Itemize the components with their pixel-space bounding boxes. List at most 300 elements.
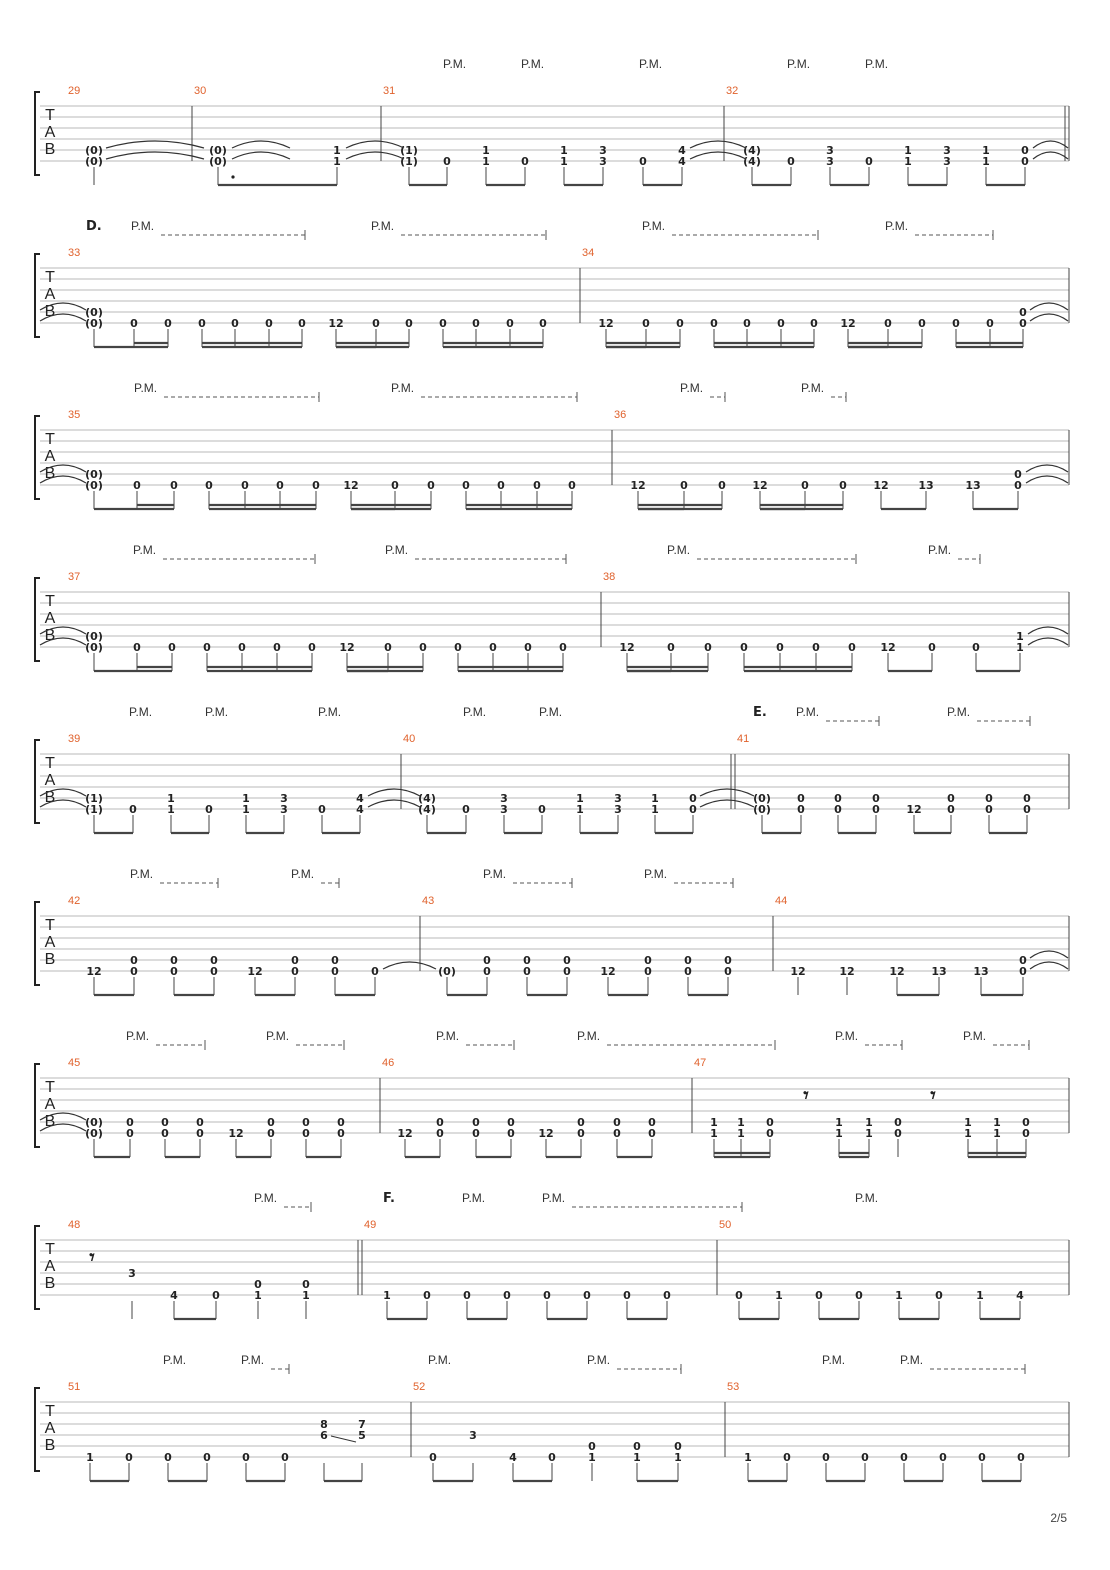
fret-number: (1): [400, 155, 418, 168]
tie-arc: [700, 800, 754, 807]
fret-number: (0): [85, 641, 103, 654]
fret-number: 0: [1017, 1451, 1025, 1464]
fret-number: 0: [684, 954, 692, 967]
fret-number: 4: [1016, 1289, 1024, 1302]
measure-number: 43: [422, 895, 435, 907]
fret-number: 0: [822, 1451, 830, 1464]
fret-number: 3: [128, 1267, 136, 1280]
fret-number: 0: [391, 479, 399, 492]
fret-number: 0: [472, 1127, 480, 1140]
fret-number: 0: [423, 1289, 431, 1302]
staves-layer: [35, 57, 1069, 1481]
fret-number: 0: [642, 317, 650, 330]
section-marker: E.: [753, 705, 767, 720]
fret-number: 12: [339, 641, 355, 654]
fret-number: 1: [737, 1127, 745, 1140]
fret-number: 0: [507, 1127, 515, 1140]
palm-mute-label: P.M.: [680, 381, 704, 395]
tie-arc: [346, 141, 404, 148]
fret-number: 0: [1023, 792, 1031, 805]
fret-number: 12: [538, 1127, 554, 1140]
fret-number: 0: [463, 1289, 471, 1302]
fret-number: 0: [212, 1289, 220, 1302]
fret-number: 0: [928, 641, 936, 654]
fret-number: 0: [568, 479, 576, 492]
fret-number: 0: [986, 317, 994, 330]
fret-number: 8: [320, 1418, 328, 1431]
eighth-rest: 𝄾: [803, 1083, 809, 1107]
tab-system: [35, 1191, 1069, 1319]
fret-number: 1: [964, 1116, 972, 1129]
measure-number: 40: [403, 733, 416, 745]
fret-number: 0: [133, 479, 141, 492]
fret-number: 4: [509, 1451, 517, 1464]
fret-number: 0: [894, 1116, 902, 1129]
fret-number: 0: [861, 1451, 869, 1464]
palm-mute-label: P.M.: [254, 1191, 278, 1205]
fret-number: 0: [543, 1289, 551, 1302]
fret-number: 0: [724, 954, 732, 967]
fret-number: 4: [356, 803, 364, 816]
fret-number: (0): [85, 630, 103, 643]
fret-number: 0: [766, 1127, 774, 1140]
tie-arc: [368, 789, 420, 796]
fret-number: 0: [291, 954, 299, 967]
measure-number: 29: [68, 85, 81, 97]
tab-clef-letter: A: [44, 1258, 56, 1275]
fret-number: 0: [563, 954, 571, 967]
fret-number: 4: [170, 1289, 178, 1302]
system-bracket: [35, 1226, 40, 1309]
fret-number: 0: [559, 641, 567, 654]
tie-arc: [232, 141, 290, 148]
fret-number: 0: [776, 641, 784, 654]
palm-mute-label: P.M.: [801, 381, 825, 395]
fret-number: 0: [1014, 468, 1022, 481]
fret-number: 0: [985, 792, 993, 805]
fret-number: 12: [880, 641, 896, 654]
tab-clef-letter: B: [44, 1113, 56, 1130]
fret-number: 13: [918, 479, 934, 492]
tab-clef-letter: A: [44, 448, 56, 465]
fret-number: 1: [775, 1289, 783, 1302]
fret-number: 0: [1019, 965, 1027, 978]
measure-number: 44: [775, 895, 788, 907]
system-bracket: [35, 416, 40, 499]
fret-number: 0: [797, 792, 805, 805]
fret-number: 3: [469, 1429, 477, 1442]
tie-arc: [1028, 627, 1068, 634]
fret-number: 0: [281, 1451, 289, 1464]
fret-number: 0: [302, 1278, 310, 1291]
tab-clef-letter: B: [44, 1437, 56, 1454]
fret-number: 0: [839, 479, 847, 492]
fret-number: 0: [644, 965, 652, 978]
system-bracket: [35, 1064, 40, 1147]
fret-number: 0: [947, 803, 955, 816]
tab-clef-letter: T: [45, 1403, 55, 1420]
fret-number: 0: [170, 479, 178, 492]
fret-number: 0: [724, 965, 732, 978]
measure-number: 30: [194, 85, 207, 97]
measure-number: 50: [719, 1219, 732, 1231]
fret-number: 0: [164, 317, 172, 330]
fret-number: 0: [507, 1116, 515, 1129]
fret-number: 0: [161, 1116, 169, 1129]
fret-number: 0: [472, 1116, 480, 1129]
fret-number: 0: [689, 792, 697, 805]
fret-number: 0: [254, 1278, 262, 1291]
tie-arc: [1030, 314, 1068, 321]
fret-number: 0: [170, 965, 178, 978]
palm-mute-label: P.M.: [266, 1029, 290, 1043]
fret-number: 12: [598, 317, 614, 330]
tab-clef-letter: A: [44, 610, 56, 627]
tie-arc: [383, 962, 436, 969]
fret-number: 1: [710, 1116, 718, 1129]
fret-number: 0: [947, 792, 955, 805]
fret-number: 0: [196, 1127, 204, 1140]
fret-number: 0: [884, 317, 892, 330]
section-marker: F.: [383, 1191, 395, 1206]
fret-number: (1): [400, 144, 418, 157]
fret-number: 1: [482, 155, 490, 168]
tab-clef-letter: T: [45, 1079, 55, 1096]
tie-arc: [690, 152, 746, 159]
fret-number: 0: [205, 479, 213, 492]
fret-number: 1: [576, 792, 584, 805]
palm-mute-label: P.M.: [130, 867, 154, 881]
fret-number: 6: [320, 1429, 328, 1442]
tab-clef-letter: T: [45, 755, 55, 772]
tab-clef-letter: A: [44, 934, 56, 951]
fret-number: 12: [600, 965, 616, 978]
fret-number: (4): [418, 792, 436, 805]
fret-number: 0: [548, 1451, 556, 1464]
tie-arc: [1030, 303, 1068, 310]
fret-number: 1: [651, 792, 659, 805]
fret-number: 0: [210, 965, 218, 978]
fret-number: 1: [560, 155, 568, 168]
tab-system: [35, 1353, 1069, 1481]
measure-number: 41: [737, 733, 750, 745]
fret-number: 0: [834, 803, 842, 816]
tab-clef-letter: T: [45, 431, 55, 448]
measure-number: 33: [68, 247, 81, 259]
fret-number: 0: [497, 479, 505, 492]
fret-number: 0: [405, 317, 413, 330]
fret-number: 0: [1019, 306, 1027, 319]
fret-number: 0: [483, 954, 491, 967]
fret-number: 0: [848, 641, 856, 654]
palm-mute-label: P.M.: [822, 1353, 846, 1367]
fret-number: 1: [588, 1451, 596, 1464]
tie-arc: [690, 141, 746, 148]
tie-arc: [700, 789, 754, 796]
tab-system: [35, 543, 1069, 671]
fret-number: 0: [894, 1127, 902, 1140]
fret-number: (0): [85, 1116, 103, 1129]
fret-number: 0: [506, 317, 514, 330]
fret-number: 12: [619, 641, 635, 654]
fret-number: 0: [644, 954, 652, 967]
tab-clef-letter: A: [44, 1420, 56, 1437]
fret-number: 0: [489, 641, 497, 654]
fret-number: (0): [85, 317, 103, 330]
palm-mute-label: P.M.: [521, 57, 545, 71]
tie-arc: [1033, 152, 1068, 159]
system-bracket: [35, 92, 40, 175]
fret-number: 0: [1021, 155, 1029, 168]
tie-arc: [368, 800, 420, 807]
tab-clef-letter: B: [44, 951, 56, 968]
measure-number: 49: [364, 1219, 377, 1231]
measure-number: 37: [68, 571, 81, 583]
fret-number: 0: [783, 1451, 791, 1464]
fret-number: 0: [429, 1451, 437, 1464]
fret-number: 0: [935, 1289, 943, 1302]
fret-number: (4): [743, 155, 761, 168]
fret-number: 0: [648, 1116, 656, 1129]
fret-number: 1: [895, 1289, 903, 1302]
fret-number: (0): [209, 155, 227, 168]
fret-number: 1: [242, 803, 250, 816]
fret-number: 0: [436, 1127, 444, 1140]
fret-number: 0: [462, 803, 470, 816]
palm-mute-label: P.M.: [443, 57, 467, 71]
measure-number: 31: [383, 85, 396, 97]
system-bracket: [35, 254, 40, 337]
fret-number: 1: [302, 1289, 310, 1302]
tie-arc: [1030, 962, 1068, 969]
fret-number: 12: [873, 479, 889, 492]
fret-number: 0: [196, 1116, 204, 1129]
fret-number: 0: [168, 641, 176, 654]
fret-number: 12: [228, 1127, 244, 1140]
palm-mute-label: P.M.: [587, 1353, 611, 1367]
palm-mute-label: P.M.: [126, 1029, 150, 1043]
fret-number: (0): [85, 144, 103, 157]
fret-number: 0: [952, 317, 960, 330]
system-bracket: [35, 902, 40, 985]
measure-number: 52: [413, 1381, 426, 1393]
palm-mute-label: P.M.: [391, 381, 415, 395]
fret-number: 0: [126, 1116, 134, 1129]
fret-number: 0: [472, 317, 480, 330]
tie-arc: [346, 152, 404, 159]
fret-number: 0: [787, 155, 795, 168]
fret-number: 0: [1019, 317, 1027, 330]
fret-number: 0: [291, 965, 299, 978]
fret-number: 4: [678, 155, 686, 168]
fret-number: 0: [241, 479, 249, 492]
fret-number: 0: [462, 479, 470, 492]
palm-mute-label: P.M.: [928, 543, 952, 557]
measure-number: 51: [68, 1381, 81, 1393]
fret-number: 1: [904, 155, 912, 168]
palm-mute-label: P.M.: [900, 1353, 924, 1367]
fret-number: (0): [209, 144, 227, 157]
fret-number: 0: [439, 317, 447, 330]
tab-clef-letter: B: [44, 465, 56, 482]
fret-number: 0: [623, 1289, 631, 1302]
fret-number: 0: [308, 641, 316, 654]
fret-number: 0: [639, 155, 647, 168]
tab-system: [35, 219, 1069, 347]
fret-number: 0: [663, 1289, 671, 1302]
fret-number: 0: [1023, 803, 1031, 816]
palm-mute-label: P.M.: [131, 219, 155, 233]
fret-number: 13: [931, 965, 947, 978]
fret-number: 0: [577, 1127, 585, 1140]
fret-number: 1: [242, 792, 250, 805]
section-marker: D.: [86, 219, 102, 234]
fret-number: (1): [85, 792, 103, 805]
fret-number: 13: [965, 479, 981, 492]
fret-number: 1: [633, 1451, 641, 1464]
fret-number: 1: [737, 1116, 745, 1129]
page-number: 2/5: [1050, 1511, 1067, 1525]
fret-number: 3: [614, 792, 622, 805]
fret-number: 4: [678, 144, 686, 157]
system-bracket: [35, 578, 40, 661]
palm-mute-label: P.M.: [241, 1353, 265, 1367]
fret-number: 1: [976, 1289, 984, 1302]
fret-number: 0: [1014, 479, 1022, 492]
fret-number: 12: [397, 1127, 413, 1140]
palm-mute-label: P.M.: [539, 705, 563, 719]
fret-number: 0: [577, 1116, 585, 1129]
fret-number: 1: [167, 792, 175, 805]
fret-number: 1: [560, 144, 568, 157]
fret-number: 3: [500, 803, 508, 816]
fret-number: 0: [812, 641, 820, 654]
fret-number: 0: [524, 641, 532, 654]
fret-number: 0: [276, 479, 284, 492]
fret-number: 0: [312, 479, 320, 492]
fret-number: 0: [205, 803, 213, 816]
palm-mute-label: P.M.: [787, 57, 811, 71]
fret-number: 0: [735, 1289, 743, 1302]
fret-number: 0: [302, 1127, 310, 1140]
palm-mute-label: P.M.: [577, 1029, 601, 1043]
fret-number: 0: [538, 803, 546, 816]
palm-mute-label: P.M.: [855, 1191, 879, 1205]
fret-number: 0: [164, 1451, 172, 1464]
system-bracket: [35, 740, 40, 823]
measure-number: 46: [382, 1057, 395, 1069]
fret-number: 0: [161, 1127, 169, 1140]
fret-number: 13: [973, 965, 989, 978]
fret-number: 1: [333, 144, 341, 157]
fret-number: 0: [242, 1451, 250, 1464]
tab-clef-letter: A: [44, 1096, 56, 1113]
fret-number: 0: [777, 317, 785, 330]
fret-number: 0: [740, 641, 748, 654]
fret-number: 0: [126, 1127, 134, 1140]
fret-number: 1: [993, 1116, 1001, 1129]
fret-number: 0: [203, 641, 211, 654]
measure-number: 42: [68, 895, 81, 907]
palm-mute-label: P.M.: [483, 867, 507, 881]
fret-number: 1: [835, 1116, 843, 1129]
fret-number: 1: [964, 1127, 972, 1140]
fret-number: (0): [753, 803, 771, 816]
fret-number: 0: [427, 479, 435, 492]
fret-number: (0): [85, 468, 103, 481]
fret-number: 12: [247, 965, 263, 978]
fret-number: 7: [358, 1418, 366, 1431]
fret-number: 0: [1022, 1127, 1030, 1140]
fret-number: 0: [684, 965, 692, 978]
fret-number: 4: [356, 792, 364, 805]
fret-number: 1: [651, 803, 659, 816]
palm-mute-label: P.M.: [463, 705, 487, 719]
palm-mute-label: P.M.: [639, 57, 663, 71]
palm-mute-label: P.M.: [428, 1353, 452, 1367]
tab-clef-letter: B: [44, 789, 56, 806]
fret-number: 0: [302, 1116, 310, 1129]
fret-number: 0: [676, 317, 684, 330]
fret-number: 0: [834, 792, 842, 805]
fret-number: 0: [633, 1440, 641, 1453]
fret-number: 0: [689, 803, 697, 816]
fret-number: 0: [125, 1451, 133, 1464]
fret-number: 12: [906, 803, 922, 816]
tab-clef-letter: A: [44, 772, 56, 789]
fret-number: 0: [130, 954, 138, 967]
fret-number: 0: [539, 317, 547, 330]
palm-mute-label: P.M.: [205, 705, 229, 719]
fret-number: 1: [576, 803, 584, 816]
measure-number: 48: [68, 1219, 81, 1231]
fret-number: 0: [238, 641, 246, 654]
palm-mute-label: P.M.: [129, 705, 153, 719]
eighth-rest: 𝄾: [89, 1245, 95, 1269]
palm-mute-label: P.M.: [462, 1191, 486, 1205]
fret-number: 12: [343, 479, 359, 492]
fret-number: 0: [855, 1289, 863, 1302]
palm-mute-label: P.M.: [947, 705, 971, 719]
fret-number: 1: [710, 1127, 718, 1140]
fret-number: 1: [482, 144, 490, 157]
fret-number: 0: [198, 317, 206, 330]
fret-number: 0: [133, 641, 141, 654]
fret-number: 0: [331, 965, 339, 978]
fret-number: 5: [358, 1429, 366, 1442]
fret-number: 0: [1021, 144, 1029, 157]
fret-number: 3: [943, 144, 951, 157]
fret-number: 0: [588, 1440, 596, 1453]
fret-number: 12: [328, 317, 344, 330]
fret-number: 0: [743, 317, 751, 330]
fret-number: 1: [1016, 630, 1024, 643]
slide-line: [331, 1436, 356, 1442]
fret-number: 0: [872, 792, 880, 805]
fret-number: 12: [630, 479, 646, 492]
fret-number: 0: [900, 1451, 908, 1464]
tab-clef-letter: T: [45, 593, 55, 610]
fret-number: 0: [170, 954, 178, 967]
fret-number: 0: [454, 641, 462, 654]
measure-number: 47: [694, 1057, 707, 1069]
tab-clef-letter: A: [44, 286, 56, 303]
fret-number: 12: [889, 965, 905, 978]
fret-number: 1: [865, 1116, 873, 1129]
palm-mute-label: P.M.: [133, 543, 157, 557]
fret-number: 12: [86, 965, 102, 978]
fret-number: 0: [371, 965, 379, 978]
